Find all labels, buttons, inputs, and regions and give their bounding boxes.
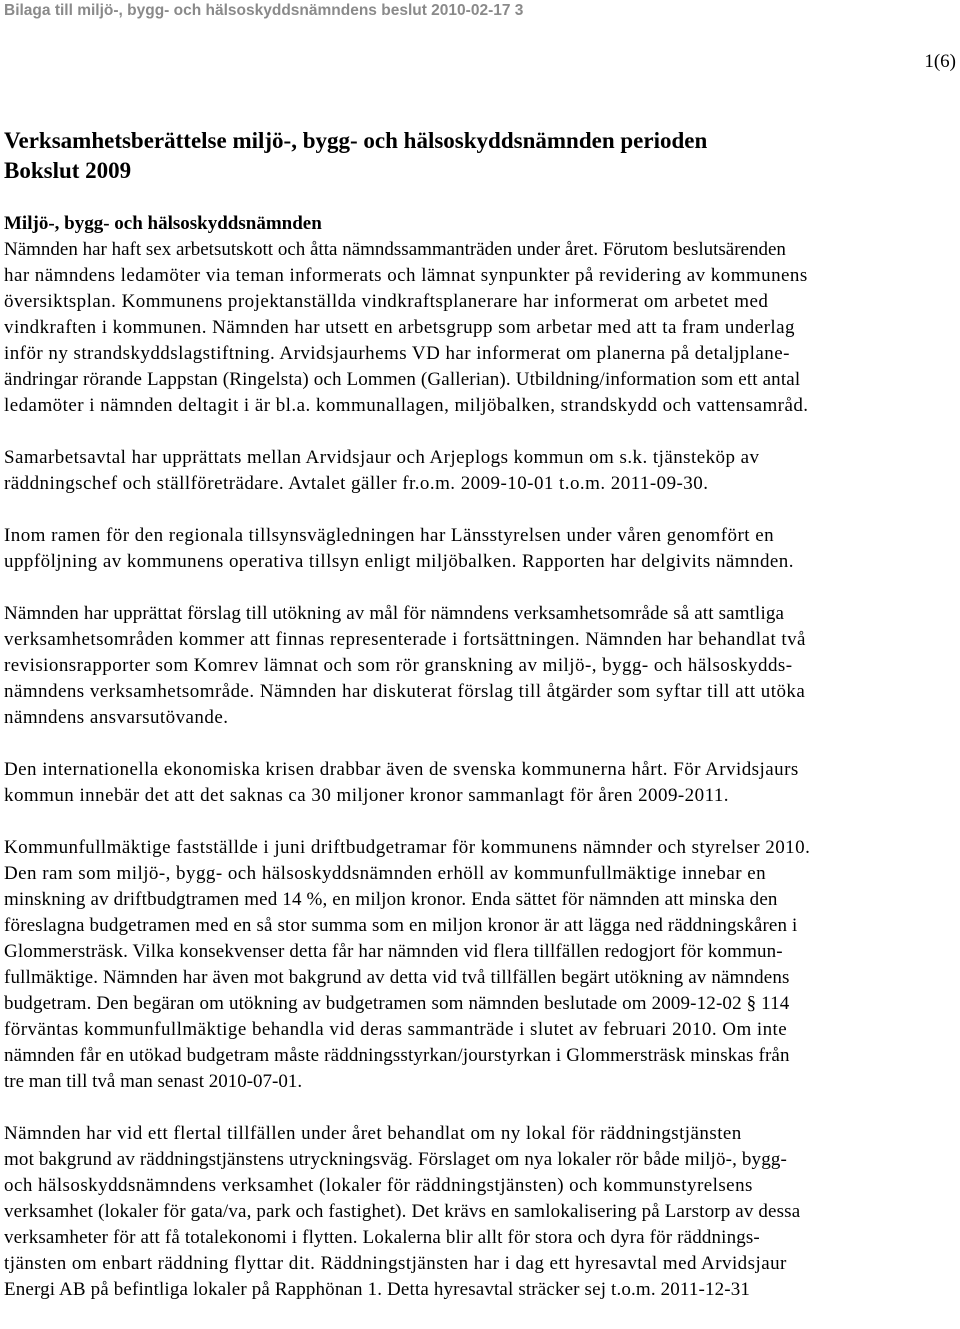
text-line: vindkraften i kommunen. Nämnden har utsett en arbetsgrupp som arbetar med att ta fram underlag [4,317,795,338]
text-line: fullmäktige. Nämnden har även mot bakgrund av detta vid två tillfällen begärt utökning av nämndens [4,967,790,988]
text-line: kommun innebär det att det saknas ca 30 miljoner kronor sammanlagt för åren 2009-2011. [4,785,729,806]
text-line: tjänsten om enbart räddning flyttar dit. Räddningstjänsten har i dag ett hyresavtal med Arvidsjaur [4,1253,787,1274]
paragraph-meetings [4,237,956,419]
paragraph-goals [4,601,956,731]
text-line: Samarbetsavtal har upprättats mellan Arvidsjaur och Arjeplogs kommun om s.k. tjänsteköp av [4,447,760,468]
text-line: inför ny strandskyddslagstiftning. Arvidsjaurhems VD har informerat om planerna på detaljplane- [4,343,790,364]
text-line: Nämnden har haft sex arbetsutskott och åtta nämndssammanträden under året. Förutom beslutsärenden [4,239,786,260]
text-line: översiktsplan. Kommunens projektanställda vindkraftsplanerare har informerat om arbetet med [4,291,769,312]
text-line: ändringar rörande Lappstan (Ringelsta) och Lommen (Gallerian). Utbildning/information som ett antal [4,369,801,390]
text-line: Energi AB på befintliga lokaler på Rapphönan 1. Detta hyresavtal sträcker sej t.o.m. 2011-12-31 [4,1279,751,1300]
paragraph-economic-crisis [4,757,956,809]
text-line: budgetram. Den begäran om utökning av budgetramen som nämnden beslutade om 2009-12-02 § 114 [4,993,790,1014]
text-line: Kommunfullmäktige fastställde i juni driftbudgetramar för kommunens nämnder och styrelser 2010. [4,837,811,858]
text-line: föreslagna budgetramen med en så stor summa som en miljon kronor är att lägga ned räddningskåren i [4,915,798,936]
text-line: tre man till två man senast 2010-07-01. [4,1071,303,1092]
document-header: Bilaga till miljö-, bygg- och hälsoskyddsnämndens beslut 2010-02-17 3 [4,2,524,19]
text-line: och hälsoskyddsnämndens verksamhet (lokaler för räddningstjänsten) och kommunstyrelsens [4,1175,753,1196]
title-line-1: Verksamhetsberättelse miljö-, bygg- och hälsoskyddsnämnden perioden [4,128,708,153]
text-line: Nämnden har upprättat förslag till utökning av mål för nämndens verksamhetsområde så att samtliga [4,603,785,624]
text-line: ledamöter i nämnden deltagit i är bl.a. kommunallagen, miljöbalken, strandskydd och vattensamråd. [4,395,809,416]
text-line: mot bakgrund av räddningstjänstens utryckningsväg. Förslaget om nya lokaler rör både miljö-, bygg- [4,1149,787,1170]
text-line: Den internationella ekonomiska krisen drabbar även de svenska kommunerna hårt. För Arvidsjaurs [4,759,799,780]
paragraph-cooperation-agreement [4,445,956,497]
document-body [4,211,956,1329]
title-line-2: Bokslut 2009 [4,158,132,183]
paragraph-budget [4,835,956,1095]
text-line: Nämnden har vid ett flertal tillfällen under året behandlat om ny lokal för räddningstjänsten [4,1123,742,1144]
text-line: Den ram som miljö-, bygg- och hälsoskyddsnämnden erhöll av kommunfullmäktige innebar en [4,863,767,884]
text-line: förväntas kommunfullmäktige behandla vid deras sammanträde i slutet av februari 2010. Om inte [4,1019,788,1040]
text-line: verksamhetsområden kommer att finnas representerade i fortsättningen. Nämnden har behandlat två [4,629,806,650]
section-heading: Miljö-, bygg- och hälsoskyddsnämnden [4,213,322,234]
page-number: 1(6) [924,51,956,72]
text-line: nämndens ansvarsutövande. [4,707,229,728]
text-line: minskning av driftbudgtramen med 14 %, en miljon kronor. Enda sättet för nämnden att minska den [4,889,778,910]
document-title [4,126,707,186]
text-line: uppföljning av kommunens operativa tillsyn enligt miljöbalken. Rapporten har delgivits nämnden. [4,551,794,572]
paragraph-new-premises [4,1121,956,1303]
text-line: räddningschef och ställföreträdare. Avtalet gäller fr.o.m. 2009-10-01 t.o.m. 2011-09-30. [4,473,709,494]
paragraph-supervision [4,523,956,575]
text-line: har nämndens ledamöter via teman informerats och lämnat synpunkter på revidering av kommunens [4,265,808,286]
text-line: nämnden får en utökad budgetram måste räddningsstyrkan/jourstyrkan i Glommersträsk minskas från [4,1045,790,1066]
text-line: verksamheter för att få totalekonomi i flytten. Lokalerna blir allt för stora och dyra för räddnings- [4,1227,760,1248]
text-line: Inom ramen för den regionala tillsynsvägledningen har Länsstyrelsen under våren genomfört en [4,525,775,546]
text-line: verksamhet (lokaler för gata/va, park och fastighet). Det krävs en samlokalisering på Larstorp av dessa [4,1201,801,1222]
text-line: revisionsrapporter som Komrev lämnat och som rör granskning av miljö-, bygg- och hälsoskydds- [4,655,793,676]
text-line: Glommersträsk. Vilka konsekvenser detta får har nämnden vid flera tillfällen redogjort för kommun- [4,941,783,962]
text-line: nämndens verksamhetsområde. Nämnden har diskuterat förslag till åtgärder som syftar till att utöka [4,681,806,702]
